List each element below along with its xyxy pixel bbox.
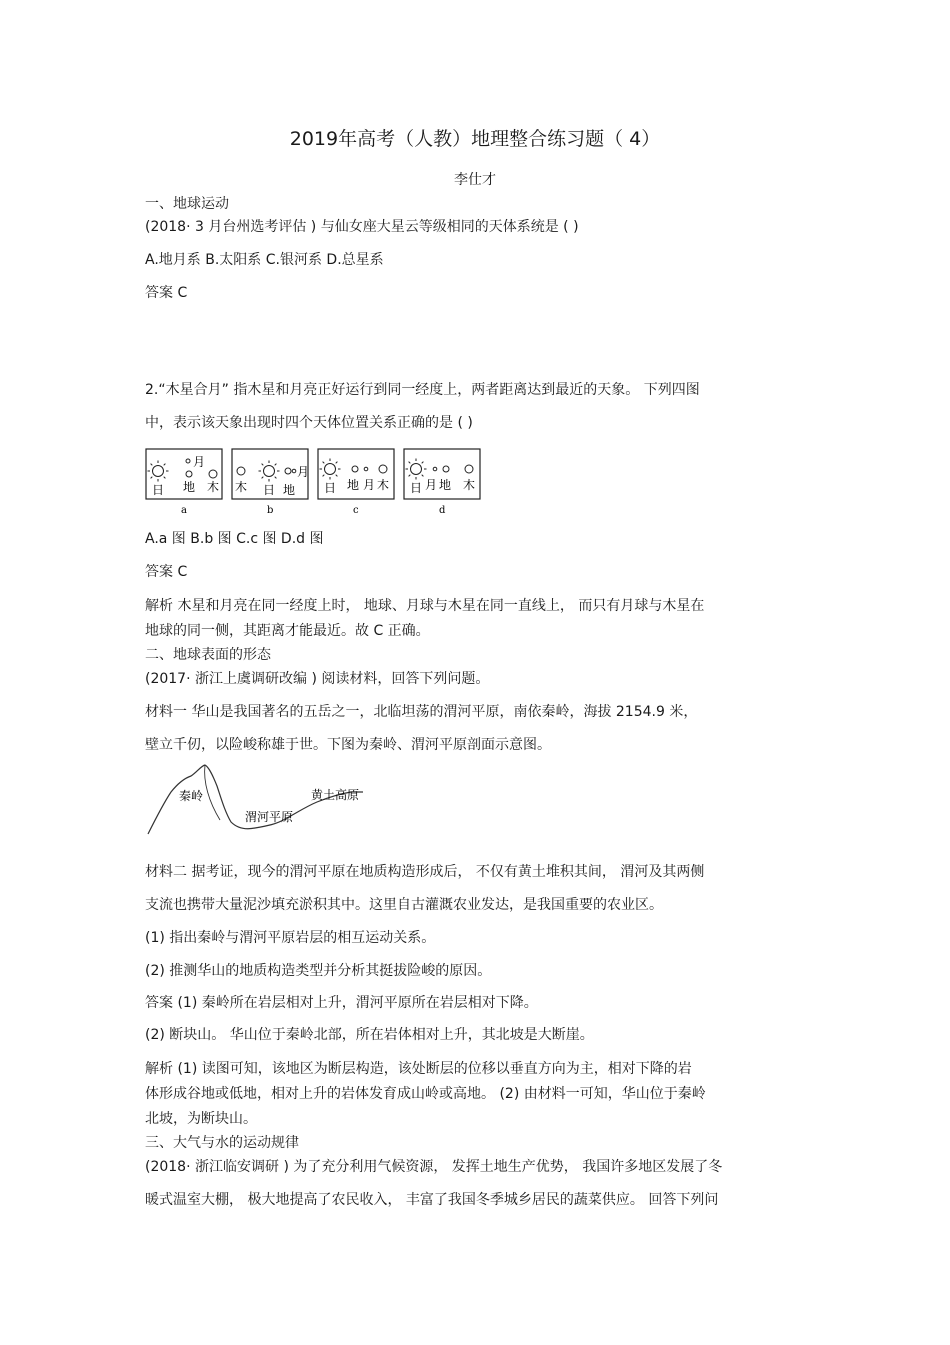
jupiter-icon xyxy=(237,467,245,475)
sun-icon xyxy=(320,459,341,480)
earth-icon xyxy=(352,466,358,472)
material2-line2: 支流也携带大量泥沙填充淤积其中。这里自古灌溉农业发达，是我国重要的农业区。 xyxy=(145,897,663,913)
panel-a xyxy=(146,449,222,516)
label: 木 xyxy=(235,480,248,494)
sun-icon xyxy=(259,461,280,482)
q2-stem-line2: 中，表示该天象出现时四个天体位置关系正确的是 ( ) xyxy=(145,415,473,431)
panel-c xyxy=(318,449,394,516)
section2-heading: 二、地球表面的形态 xyxy=(145,647,271,663)
section3-line1: (2018· 浙江临安调研 ) 为了充分利用气候资源， 发挥土地生产优势， 我国许多地区发展了冬 xyxy=(145,1159,723,1175)
q1-stem: (2018· 3 月台州选考评估 ) 与仙女座大星云等级相同的天体系统是 ( ) xyxy=(145,219,579,235)
jupiter-icon xyxy=(465,465,473,473)
section2-analysis-line2: 体形成谷地或低地，相对上升的岩体发育成山岭或高地。 (2) 由材料一可知，华山位于秦岭 xyxy=(145,1086,706,1102)
panel-caption: b xyxy=(267,505,274,516)
earth-icon xyxy=(186,471,192,477)
section2-analysis-line3: 北坡，为断块山。 xyxy=(145,1111,257,1127)
page-title: 2019年高考（人教）地理整合练习题（ 4） xyxy=(289,128,661,150)
panel-d xyxy=(404,449,480,516)
moon-icon xyxy=(364,467,368,471)
label: 地 xyxy=(439,478,452,492)
label: 地 xyxy=(347,478,360,492)
label: 地 xyxy=(283,483,296,497)
label: 日 xyxy=(324,481,337,495)
label-qinling: 秦岭 xyxy=(179,789,204,803)
q2-options: A.a 图 B.b 图 C.c 图 D.d 图 xyxy=(145,531,324,547)
label: 月 xyxy=(363,478,376,492)
label-loess-plateau: 黄土高原 xyxy=(311,788,360,802)
sun-icon xyxy=(148,461,169,482)
section2-analysis-line1: 解析 (1) 读图可知，该地区为断层构造，该处断层的位移以垂直方向为主，相对下降的岩 xyxy=(145,1061,692,1077)
earth-icon xyxy=(443,466,449,472)
panel-caption: c xyxy=(353,505,359,516)
q2-stem-line1: 2.“木星合月” 指木星和月亮正好运行到同一经度上，两者距离达到最近的天象。 下列四图 xyxy=(145,382,700,398)
jupiter-icon xyxy=(379,465,387,473)
label-weihe-plain: 渭河平原 xyxy=(245,810,294,824)
label: 日 xyxy=(263,483,276,497)
moon-icon xyxy=(186,459,190,463)
fault-line xyxy=(205,765,220,820)
author: 李仕才 xyxy=(454,172,496,188)
moon-icon xyxy=(292,469,296,473)
section2-answer-line1: 答案 (1) 秦岭所在岩层相对上升，渭河平原所在岩层相对下降。 xyxy=(145,995,538,1011)
material2-line1: 材料二 据考证，现今的渭河平原在地质构造形成后， 不仅有黄土堆积其间， 渭河及其两侧 xyxy=(145,864,705,880)
celestial-position-figure xyxy=(145,447,495,517)
label: 日 xyxy=(410,481,423,495)
panel-b xyxy=(232,449,309,516)
q2-analysis-line1: 解析 木星和月亮在同一经度上时， 地球、月球与木星在同一直线上， 而只有月球与木星在 xyxy=(145,598,705,614)
question-1: (1) 指出秦岭与渭河平原岩层的相互运动关系。 xyxy=(145,930,436,946)
panel-caption: d xyxy=(439,505,446,516)
label: 日 xyxy=(152,483,165,497)
question-2: (2) 推测华山的地质构造类型并分析其挺拔险峻的原因。 xyxy=(145,963,492,979)
moon-icon xyxy=(433,467,437,471)
label: 月 xyxy=(425,478,438,492)
sun-icon xyxy=(406,459,427,480)
panel-caption: a xyxy=(181,505,187,516)
profile-diagram xyxy=(145,762,370,837)
label: 木 xyxy=(377,478,390,492)
label: 木 xyxy=(207,480,220,494)
label: 月 xyxy=(297,465,310,479)
q1-options: A.地月系 B.太阳系 C.银河系 D.总星系 xyxy=(145,252,384,268)
label: 木 xyxy=(463,478,476,492)
section3-heading: 三、大气与水的运动规律 xyxy=(145,1135,299,1151)
earth-icon xyxy=(285,468,291,474)
section2-answer-line2: (2) 断块山。 华山位于秦岭北部，所在岩体相对上升，其北坡是大断崖。 xyxy=(145,1027,594,1043)
label: 月 xyxy=(193,455,206,469)
q1-answer: 答案 C xyxy=(145,285,188,301)
material1-line2: 壁立千仞，以险峻称雄于世。下图为秦岭、渭河平原剖面示意图。 xyxy=(145,737,551,753)
jupiter-icon xyxy=(209,470,217,478)
q2-analysis-line2: 地球的同一侧，其距离才能最近。故 C 正确。 xyxy=(145,623,430,639)
q2-answer: 答案 C xyxy=(145,564,188,580)
section1-heading: 一、地球运动 xyxy=(145,196,229,212)
section3-line2: 暖式温室大棚， 极大地提高了农民收入， 丰富了我国冬季城乡居民的蔬菜供应。 回答下列问 xyxy=(145,1192,719,1208)
material1-line1: 材料一 华山是我国著名的五岳之一，北临坦荡的渭河平原，南依秦岭，海拔 2154.9 米， xyxy=(145,704,698,720)
label: 地 xyxy=(183,480,196,494)
section2-source: (2017· 浙江上虞调研改编 ) 阅读材料，回答下列问题。 xyxy=(145,671,490,687)
